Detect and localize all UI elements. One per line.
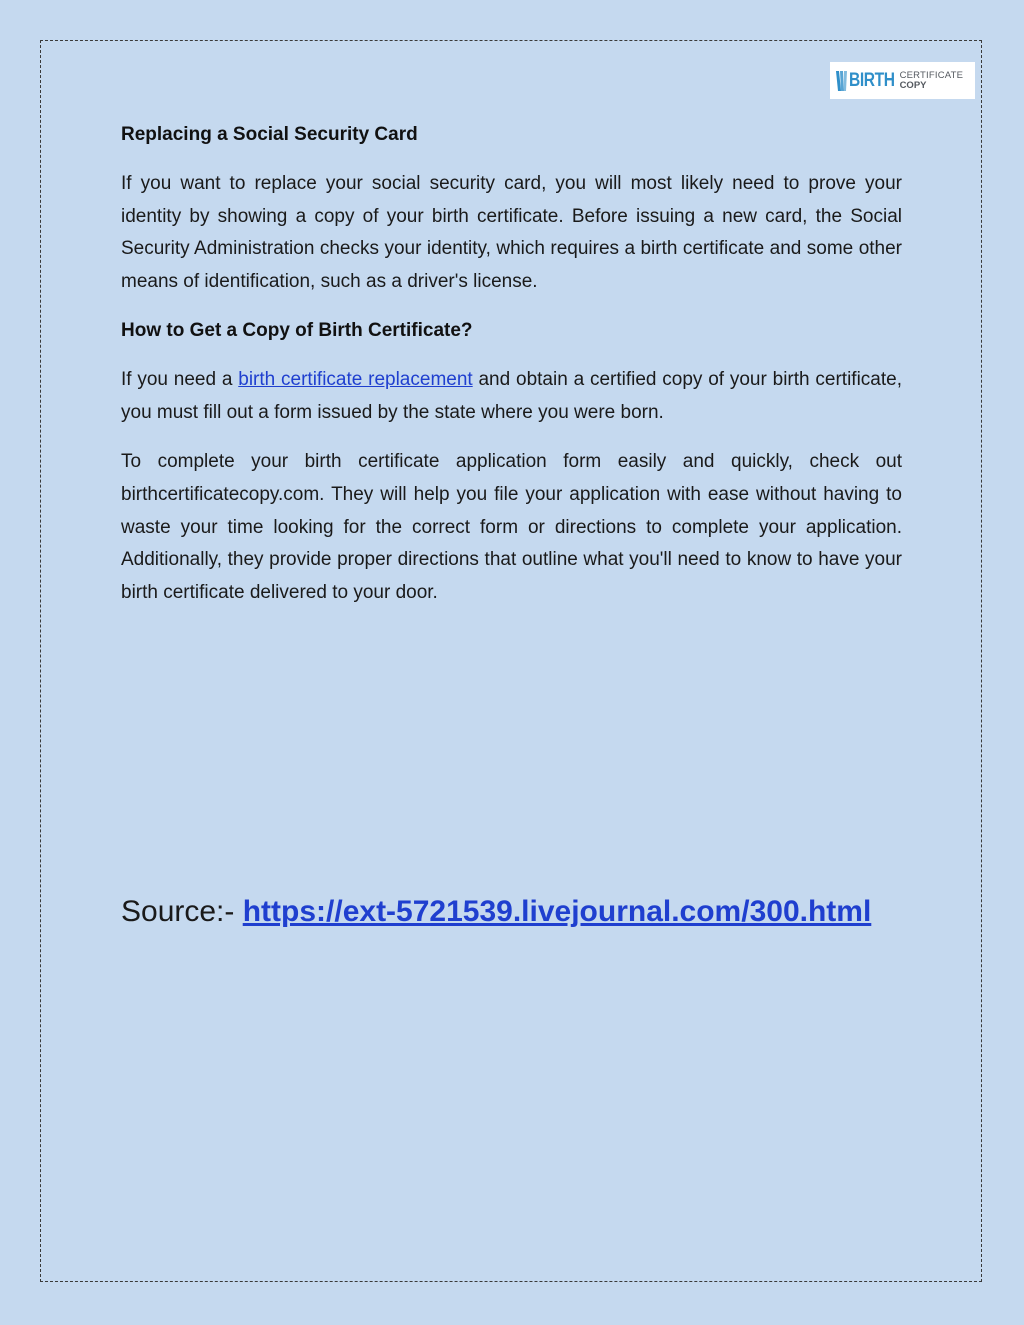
source-line	[121, 890, 871, 934]
birth-certificate-replacement-link[interactable]: birth certificate replacement	[238, 368, 473, 390]
logo-word: BIRTH	[849, 70, 895, 91]
section-heading-get-copy: How to Get a Copy of Birth Certificate?	[121, 319, 473, 341]
logo-top-text: CERTIFICATE	[899, 70, 964, 81]
paragraph-get-copy-text-before: If you need a	[121, 368, 239, 390]
source-label: Source:-	[121, 895, 243, 928]
logo-mark-icon	[836, 71, 847, 91]
paragraph-complete-application: To complete your birth certificate application form easily and quickly, check out birthcertificatecopy.com. They will help you file your application with ease without having to waste your time looking for the correct form or directions to complete your application. Additionally, they provide proper directions that outline what you'll need to know to have your birth certificate delivered to your door.	[121, 451, 902, 604]
logo-text-stack	[900, 71, 964, 90]
source-link[interactable]: https://ext-5721539.livejournal.com/300.html	[242, 895, 872, 928]
paragraph-get-copy-text-after: and obtain a certified copy of your birth certificate, you must fill out a form issued by the state where you were born.	[121, 368, 902, 423]
document-body	[121, 120, 902, 627]
logo-bottom-text: COPY	[899, 79, 927, 91]
section-heading-replacing-card: Replacing a Social Security Card	[121, 124, 418, 145]
paragraph-replacing-card: If you want to replace your social security card, you will most likely need to prove your identity by showing a copy of your birth certificate. Before issuing a new card, the Social Security Administration checks your identity, which requires a birth certificate and some other means of identification, such as a driver's license.	[121, 173, 902, 293]
paragraph-get-copy	[121, 364, 902, 429]
brand-logo	[830, 62, 975, 99]
